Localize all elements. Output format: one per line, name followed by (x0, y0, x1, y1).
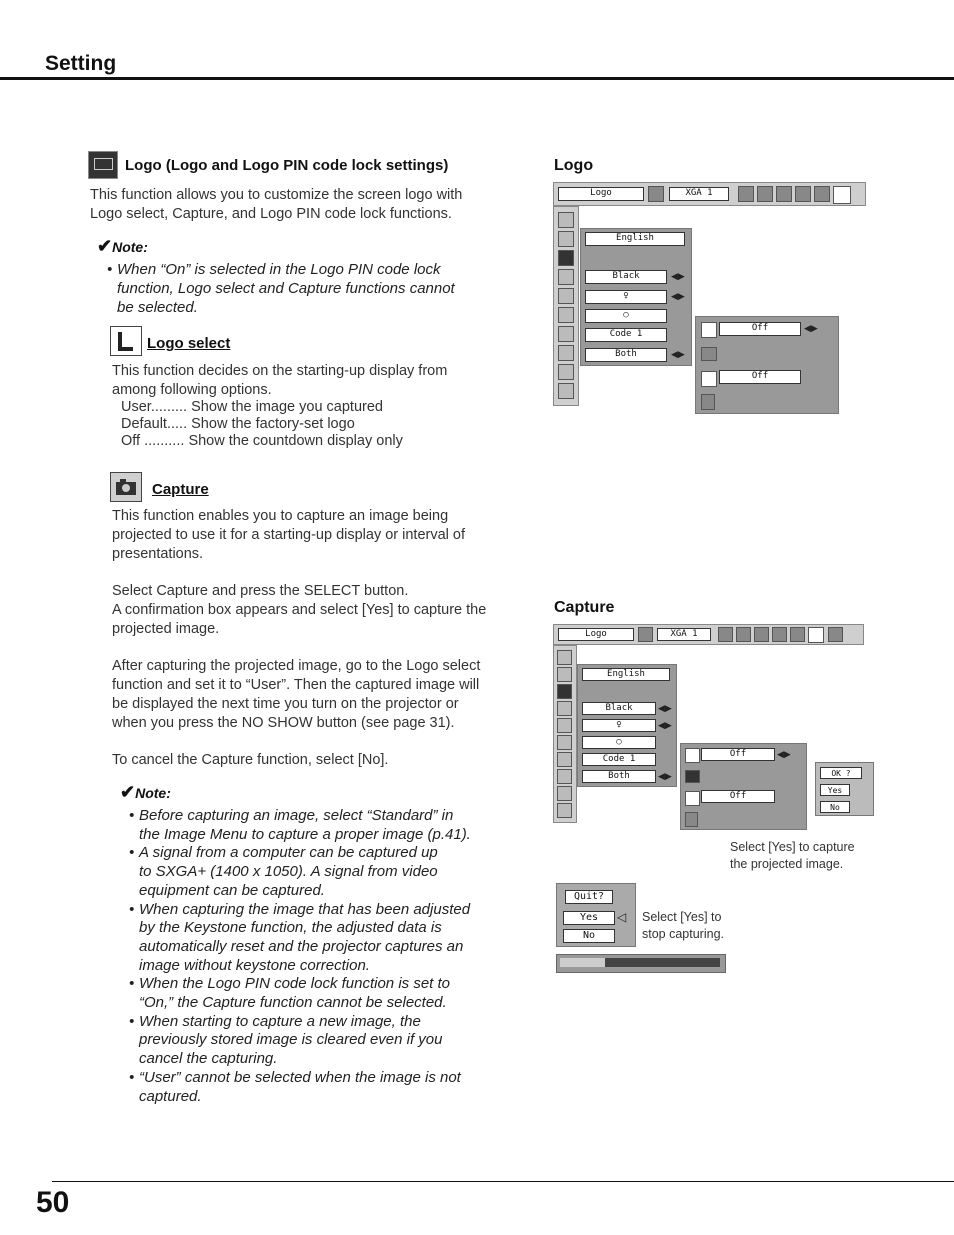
logo-select-text: This function decides on the starting-up display from among following options. (112, 363, 448, 398)
capture-screen-title: Capture (554, 599, 615, 616)
yes-button[interactable]: Yes (820, 784, 850, 796)
logo-select-icon (701, 322, 717, 338)
language-field: English (582, 668, 670, 681)
arrow-icon: ◀▶ (671, 291, 685, 301)
exit-icon (701, 394, 715, 410)
logo-icon (558, 250, 574, 266)
menu-icon (557, 769, 572, 784)
arrow-icon: ◀▶ (658, 771, 672, 781)
logo-select-heading: Logo select (147, 335, 231, 352)
menu-icon (814, 186, 830, 202)
capture-notes (129, 807, 471, 1106)
capture-icon (110, 472, 142, 502)
logo-select-field: Off (719, 322, 801, 336)
quit-dialog (556, 883, 636, 947)
no-button[interactable]: No (820, 801, 850, 813)
menu-icon (558, 269, 574, 285)
logo-screen-title: Logo (554, 157, 594, 174)
capture-note-label: ✔Note: (120, 782, 171, 802)
arrow-icon: ◀▶ (804, 323, 818, 333)
ceiling-field: Both (585, 348, 667, 362)
capture-confirm-dialog (815, 762, 874, 816)
setting-icon (808, 627, 824, 643)
capture-para2: Select Capture and press the SELECT button. A confirmation box appears and select [Yes] to capture the projected image. (112, 583, 487, 637)
capture-settings-panel (577, 664, 677, 787)
menu-icon (772, 627, 787, 642)
capture-para4: To cancel the Capture function, select [No]. (112, 752, 389, 768)
quit-no-button[interactable]: No (563, 929, 615, 943)
menu-icon (795, 186, 811, 202)
exit-icon (558, 383, 574, 399)
logo-side-menu (553, 206, 579, 406)
option-user: User......... Show the image you captured (121, 399, 383, 415)
arrow-icon: ◀▶ (671, 271, 685, 281)
logo-note-label: ✔Note: (97, 236, 148, 256)
exit-icon (685, 812, 698, 827)
logo-settings-panel (580, 228, 692, 366)
menu-label: Logo (558, 187, 644, 201)
down-arrow-icon (558, 364, 574, 380)
menu-icon (557, 718, 572, 733)
input-icon (638, 627, 653, 642)
menu-icon (718, 627, 733, 642)
capture-caption: Select [Yes] to capture the projected image. (730, 840, 855, 871)
footer-rule (52, 1181, 954, 1182)
note-item: • When capturing the image that has been adjusted by the Keystone function, the adjusted data is automatically reset and the projector captures an image without keystone correction. (129, 901, 471, 976)
capture-icon (701, 347, 717, 361)
capture-progress-bar (556, 954, 726, 973)
capture-para1: This function enables you to capture an image being projected to use it for a starting-up display or interval of presentations. (112, 508, 466, 562)
menu-icon (557, 752, 572, 767)
menu-icon (558, 345, 574, 361)
progress-fill (560, 958, 605, 967)
check-icon: ✔ (120, 782, 136, 802)
menu-icon (736, 627, 751, 642)
header-rule (0, 77, 954, 80)
menu-icon (558, 326, 574, 342)
menu-icon (828, 627, 843, 642)
menu-icon (558, 307, 574, 323)
logo-icon (88, 151, 118, 179)
input-icon (648, 186, 664, 202)
logo-menu-bar (553, 182, 866, 206)
power-field: ○ (585, 309, 667, 323)
lamp-field: ♀ (582, 719, 656, 732)
option-off: Off .......... Show the countdown display only (121, 433, 403, 449)
quit-prompt: Quit? (565, 890, 613, 904)
logo-select-icon (685, 748, 700, 763)
menu-icon (776, 186, 792, 202)
setting-icon (833, 186, 851, 204)
logo-note: • When “On” is selected in the Logo PIN code lock function, Logo select and Capture functions cannot be selected. (107, 260, 455, 317)
menu-icon (757, 186, 773, 202)
quit-yes-button[interactable]: Yes (563, 911, 615, 925)
system-value: XGA 1 (657, 628, 711, 641)
pin-lock-field: Off (719, 370, 801, 384)
capture-para3: After capturing the projected image, go to the Logo select function and set it to “User”. Then the captured image will be displayed the next time you turn on the projector or when you press the NO SHOW button (see page 31). (112, 658, 481, 731)
logo-submenu-panel (695, 316, 839, 414)
arrow-icon: ◀▶ (658, 720, 672, 730)
remote-field: Code 1 (585, 328, 667, 342)
up-arrow-icon (557, 650, 572, 665)
language-field: English (585, 232, 685, 246)
lamp-field: ♀ (585, 290, 667, 304)
logo-icon (557, 684, 572, 699)
menu-icon (557, 735, 572, 750)
pointer-icon: ◁ (617, 910, 627, 924)
logo-select-field: Off (701, 748, 775, 761)
note-item: • Before capturing an image, select “Standard” in the Image Menu to capture a proper image (p.41). (129, 807, 471, 844)
menu-label: Logo (558, 628, 634, 641)
capture-icon (685, 770, 700, 783)
logo-select-options (121, 398, 403, 451)
pin-lock-field: Off (701, 790, 775, 803)
logo-intro: This function allows you to customize the screen logo with Logo select, Capture, and Logo PIN code lock functions. (90, 187, 463, 222)
ceiling-field: Both (582, 770, 656, 783)
logo-heading: Logo (Logo and Logo PIN code lock settings) (125, 157, 449, 174)
arrow-icon: ◀▶ (777, 749, 791, 759)
check-icon: ✔ (97, 236, 113, 256)
pin-lock-icon (685, 791, 700, 806)
option-default: Default..... Show the factory-set logo (121, 416, 355, 432)
capture-heading: Capture (152, 481, 209, 498)
capture-submenu-panel (680, 743, 807, 830)
quit-caption: Select [Yes] to stop capturing. (642, 910, 724, 941)
menu-icon (558, 231, 574, 247)
power-field: ○ (582, 736, 656, 749)
menu-icon (558, 288, 574, 304)
menu-icon (738, 186, 754, 202)
arrow-icon: ◀▶ (671, 349, 685, 359)
page-number: 50 (36, 1186, 70, 1219)
capture-side-menu (553, 645, 577, 823)
note-item: • When starting to capture a new image, the previously stored image is cleared even if you cancel the capturing. (129, 1013, 471, 1069)
menu-icon (790, 627, 805, 642)
note-item: • When the Logo PIN code lock function is set to “On,” the Capture function cannot be selected. (129, 975, 471, 1012)
remote-field: Code 1 (582, 753, 656, 766)
down-arrow-icon (557, 786, 572, 801)
menu-icon (754, 627, 769, 642)
background-field: Black (582, 702, 656, 715)
arrow-icon: ◀▶ (658, 703, 672, 713)
exit-icon (557, 803, 572, 818)
capture-menu-bar (553, 624, 864, 645)
menu-icon (557, 667, 572, 682)
menu-icon (557, 701, 572, 716)
up-arrow-icon (558, 212, 574, 228)
note-item: • A signal from a computer can be captured up to SXGA+ (1400 x 1050). A signal from video equipment can be captured. (129, 844, 471, 900)
system-value: XGA 1 (669, 187, 729, 201)
ok-prompt: OK ? (820, 767, 862, 779)
note-item: • “User” cannot be selected when the image is not captured. (129, 1069, 471, 1106)
background-field: Black (585, 270, 667, 284)
page-title: Setting (45, 52, 117, 75)
pin-lock-icon (701, 371, 717, 387)
logo-select-icon (110, 326, 142, 356)
